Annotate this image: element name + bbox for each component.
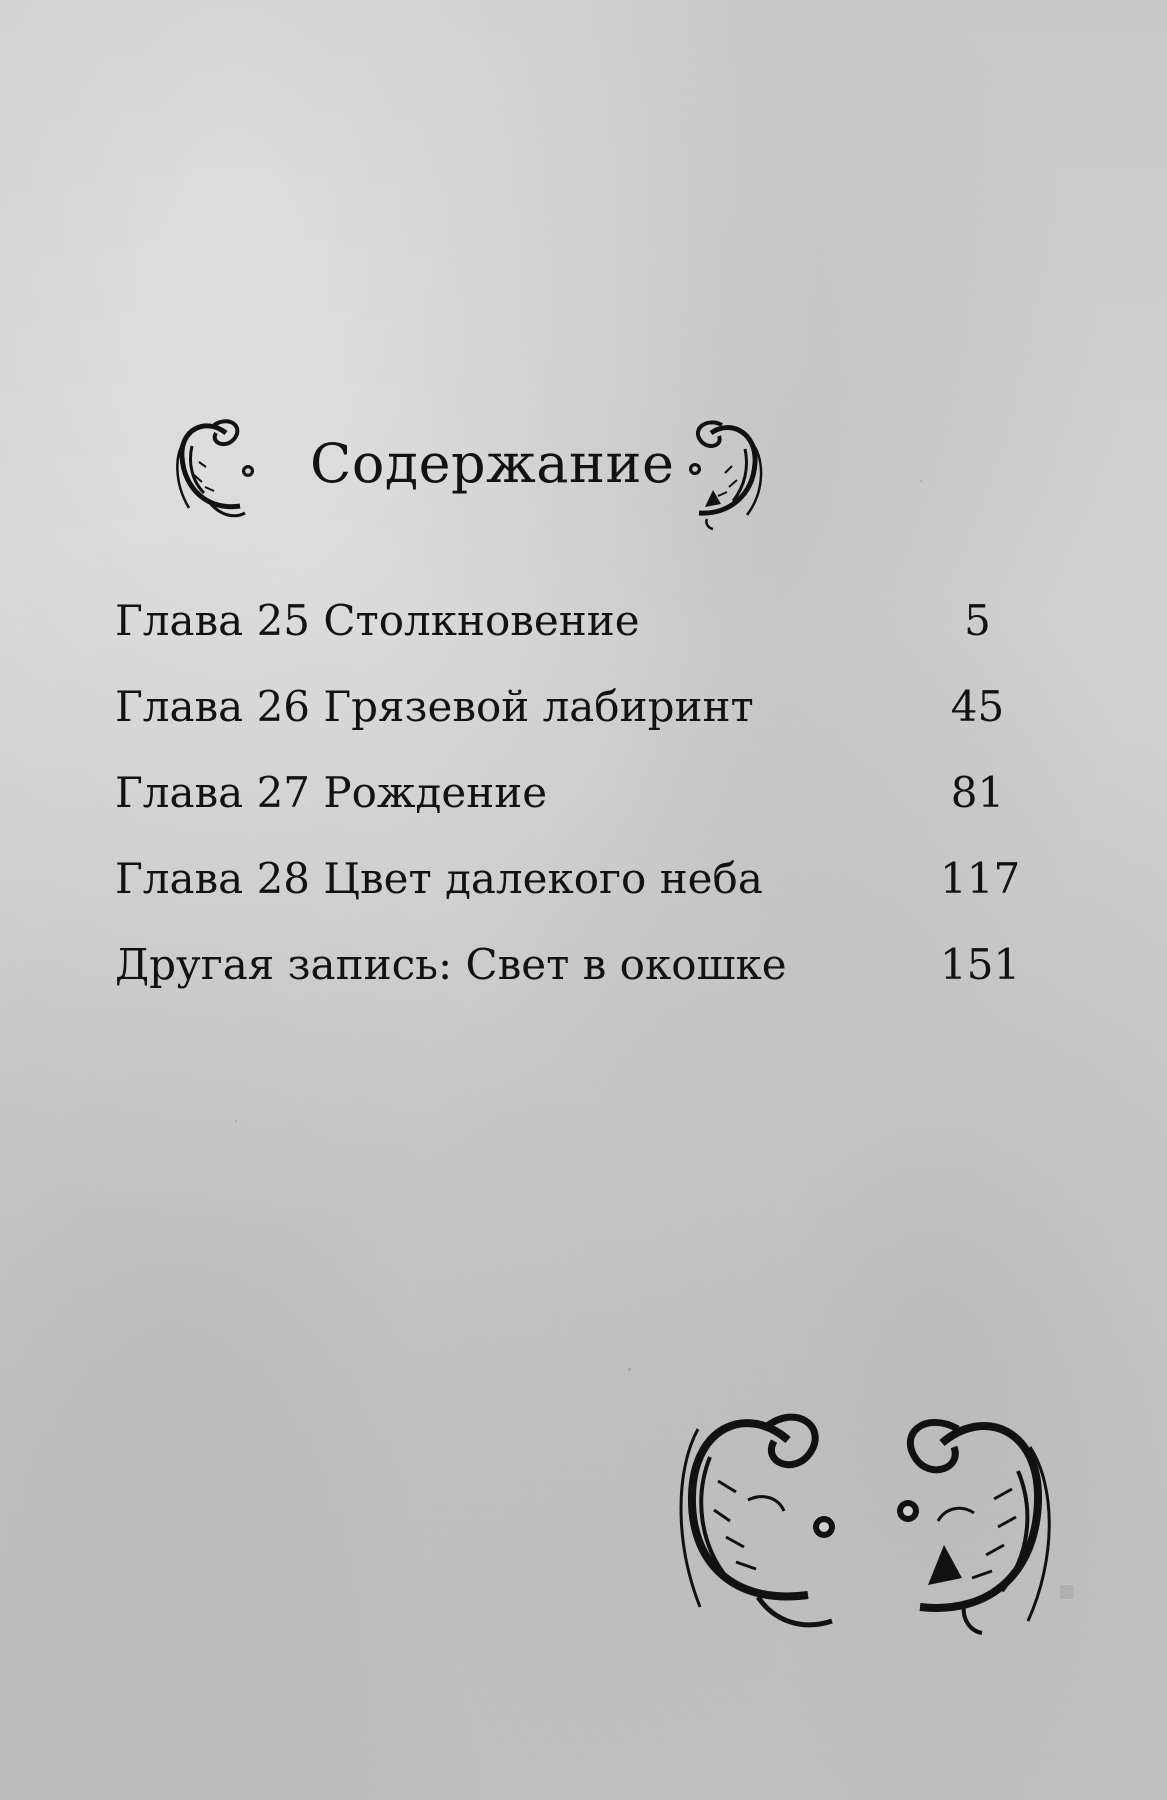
- toc-page-number: 45: [950, 682, 1005, 731]
- paper-speckle: [628, 1368, 631, 1371]
- swirl-ornament-icon: [670, 1385, 850, 1635]
- toc-row-2[interactable]: [115, 682, 1015, 772]
- toc-entry-label: Глава 26 Грязевой лабиринт: [115, 682, 754, 731]
- toc-row-3[interactable]: [115, 768, 1015, 858]
- toc-entry-label: Другая запись: Свет в окошке: [115, 940, 787, 989]
- paper-speckle: [235, 1120, 237, 1122]
- toc-entry-label: Глава 25 Столкновение: [115, 596, 640, 645]
- toc-page-number: 117: [940, 854, 1021, 903]
- swirl-ornament-icon: [677, 411, 769, 531]
- swirl-ornament-icon: [168, 405, 260, 525]
- paper-speckle: [1060, 1585, 1074, 1599]
- toc-page-number: 151: [940, 940, 1021, 989]
- toc-page-number: 81: [950, 768, 1005, 817]
- toc-entry-label: Глава 28 Цвет далекого неба: [115, 854, 763, 903]
- toc-row-1[interactable]: [115, 596, 1015, 686]
- toc-entry-label: Глава 27 Рождение: [115, 768, 548, 817]
- toc-list: [115, 596, 1021, 1030]
- paper-speckle: [920, 480, 922, 482]
- swirl-ornament-icon: [880, 1395, 1060, 1645]
- toc-row-4[interactable]: [115, 854, 1021, 944]
- title-row: [160, 405, 770, 545]
- toc-row-5[interactable]: [115, 940, 1021, 1030]
- page-title: Содержание: [310, 432, 675, 495]
- toc-page-number: 5: [964, 596, 991, 645]
